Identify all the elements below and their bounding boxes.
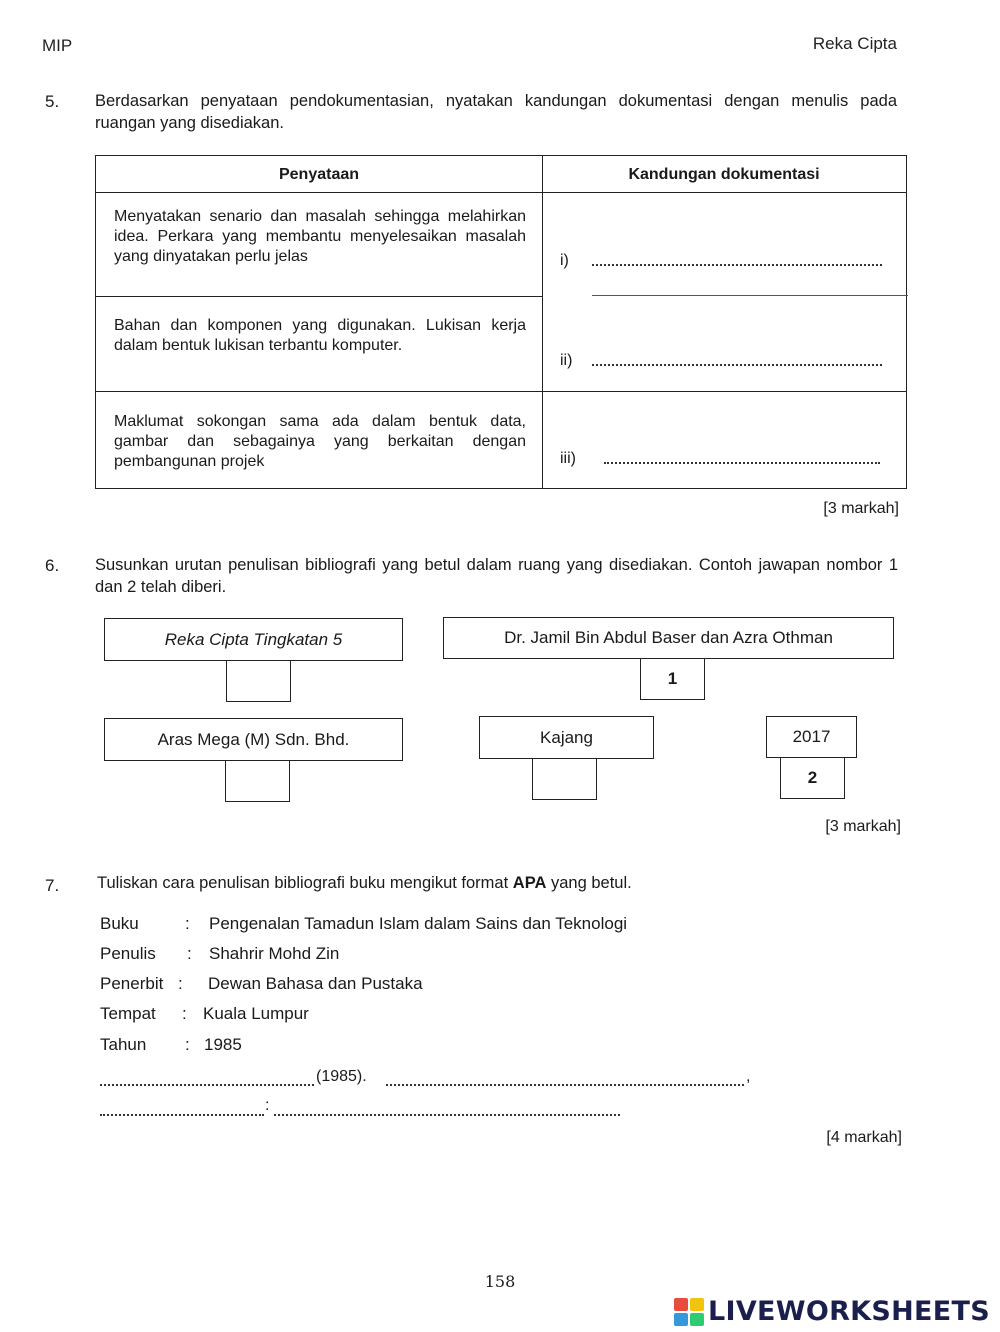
- q7-answer-publisher-line[interactable]: [274, 1114, 620, 1116]
- q6-answer-place[interactable]: [532, 758, 597, 800]
- q7-value-tempat: Kuala Lumpur: [203, 1004, 309, 1023]
- q7-marks: [4 markah]: [826, 1129, 902, 1146]
- q7-value-tahun: 1985: [204, 1035, 242, 1054]
- q7-colon: :: [187, 944, 192, 963]
- q5-text: Berdasarkan penyataan pendokumentasian, nyatakan kandungan dokumentasi dengan menulis pada ruangan yang disediakan.: [95, 92, 897, 132]
- q5-marks: [3 markah]: [823, 500, 899, 517]
- q6-box-year: 2017: [766, 716, 857, 758]
- q7-value-penulis: Shahrir Mohd Zin: [209, 944, 340, 963]
- q7-label-tempat: Tempat: [100, 1004, 156, 1023]
- q7-value-penerbit: Dewan Bahasa dan Pustaka: [208, 974, 423, 993]
- q7-answer-colon: :: [265, 1097, 270, 1114]
- q7-label-penulis: Penulis: [100, 944, 156, 963]
- q5-divider-line: [592, 295, 908, 296]
- liveworksheets-logo: [674, 1296, 990, 1327]
- q5-answer-2-line[interactable]: [592, 364, 882, 366]
- q5-answer-2[interactable]: [560, 352, 572, 370]
- header-right: Reka Cipta: [812, 34, 897, 53]
- q5-answer-1-line[interactable]: [592, 264, 882, 266]
- q7-label-penerbit: Penerbit: [100, 974, 164, 993]
- q7-text-before: Tuliskan cara penulisan bibliografi buku mengikut format: [97, 874, 513, 892]
- q7-number: 7.: [45, 876, 60, 895]
- q7-answer-title-line[interactable]: [386, 1084, 744, 1086]
- q7-text-after: yang betul.: [546, 874, 632, 892]
- q5-statement-1: Menyatakan senario dan masalah sehingga melahirkan idea. Perkara yang membantu menyelesaikan masalah yang dinyatakan perlu jelas: [114, 208, 526, 265]
- q6-answer-title[interactable]: [226, 660, 291, 702]
- q5-statement-2: Bahan dan komponen yang digunakan. Lukisan kerja dalam bentuk lukisan terbantu komputer.: [114, 317, 526, 354]
- liveworksheets-text: LIVEWORKSHEETS: [707, 1296, 990, 1327]
- q6-answer-publisher[interactable]: [225, 760, 290, 802]
- q6-box-publisher: Aras Mega (M) Sdn. Bhd.: [104, 718, 403, 761]
- page-number: 158: [484, 1272, 516, 1291]
- q5-roman-2: ii): [560, 352, 573, 369]
- q5-answer-1[interactable]: [560, 252, 569, 270]
- q5-table: [95, 155, 907, 489]
- q7-colon: :: [182, 1004, 187, 1023]
- q7-value-buku: Pengenalan Tamadun Islam dalam Sains dan Teknologi: [209, 914, 628, 933]
- q5-col-header-penyataan: Penyataan: [278, 166, 360, 183]
- q7-text: [97, 874, 632, 893]
- q7-label-tahun: Tahun: [100, 1035, 147, 1054]
- q7-colon: :: [185, 914, 190, 933]
- q5-col-header-kandungan: Kandungan dokumentasi: [628, 166, 820, 183]
- q5-number: 5.: [45, 92, 60, 111]
- q6-box-place: Kajang: [479, 716, 654, 759]
- q6-box-author: Dr. Jamil Bin Abdul Baser dan Azra Othman: [443, 617, 894, 659]
- header-left: MIP: [42, 36, 73, 55]
- q5-statement-3: Maklumat sokongan sama ada dalam bentuk data, gambar dan sebagainya yang berkaitan dengan pembangunan projek: [114, 413, 526, 470]
- q5-roman-3: iii): [560, 450, 576, 467]
- liveworksheets-icon: [674, 1298, 704, 1326]
- q6-marks: [3 markah]: [825, 818, 901, 835]
- q6-answer-author: 1: [640, 658, 705, 700]
- q7-answer-author-line[interactable]: [100, 1084, 314, 1086]
- q7-answer-year: (1985).: [316, 1068, 367, 1085]
- q5-roman-1: i): [560, 252, 569, 269]
- q5-answer-3[interactable]: [560, 450, 576, 468]
- q6-box-title: Reka Cipta Tingkatan 5: [104, 618, 403, 661]
- q6-number: 6.: [45, 556, 60, 575]
- q7-answer-place-line[interactable]: [100, 1114, 264, 1116]
- q7-text-bold: APA: [512, 874, 547, 892]
- q7-colon: :: [185, 1035, 190, 1054]
- q6-text: Susunkan urutan penulisan bibliografi yang betul dalam ruang yang disediakan. Contoh jawapan nombor 1 dan 2 telah diberi.: [95, 556, 898, 596]
- q7-label-buku: Buku: [100, 914, 139, 933]
- q7-answer-comma: ,: [746, 1068, 751, 1085]
- q7-colon: :: [178, 974, 183, 993]
- q5-answer-3-line[interactable]: [604, 462, 880, 464]
- q6-answer-year: 2: [780, 757, 845, 799]
